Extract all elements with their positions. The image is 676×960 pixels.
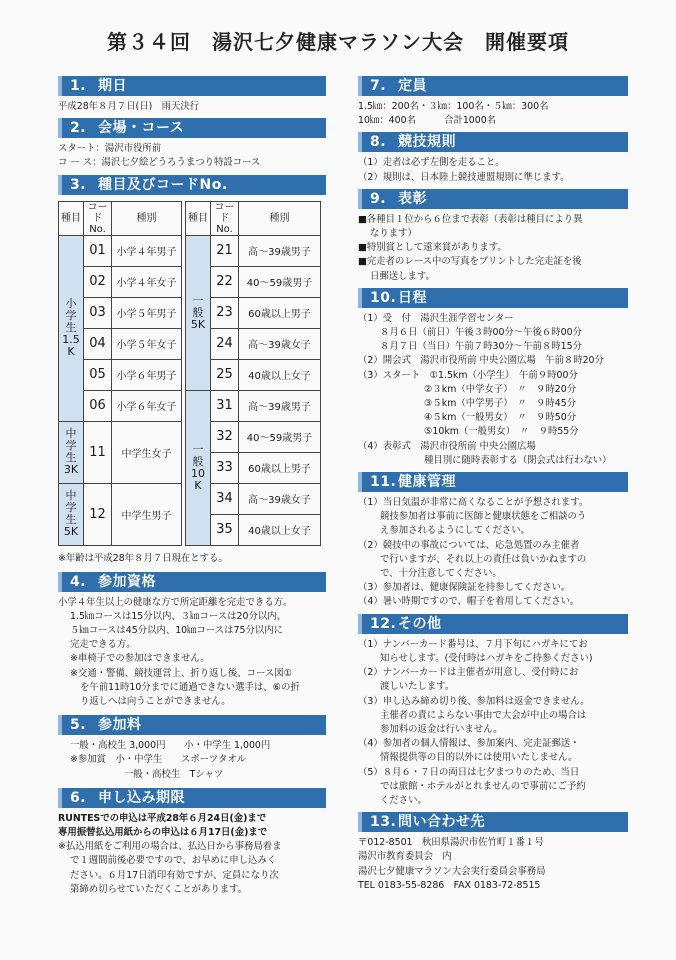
text-line: 〒012-8501 秋田県湯沢市佐竹町１番１号 [358,837,544,849]
text-line: （5）８月６・７日の両日は七夕まつりのため、当日 [358,766,580,778]
code-cell: 33 [211,452,239,483]
text-line: 平成28年８月７日(日) 雨天決行 [58,101,200,112]
text-line: ５㎞コースは45分以内、10㎞コースは75分以内に [70,625,283,637]
section-other [358,614,628,808]
text-line: （1）受 付 湯沢生涯学習センター [358,312,514,324]
col-header-code: コード No. [211,201,239,235]
code-cell: 04 [84,328,112,359]
kind-cell: 40～59歳男子 [239,266,321,297]
text-line: ■完走者のレース中の写真をプリントした完走証を後 [358,256,582,268]
text-line: 日郵送します。 [370,270,435,282]
text-line: で１週間前後必要ですので、お早めに申し込みく [70,855,277,867]
section-label: その他 [398,615,442,632]
kind-cell: 40歳以上女子 [239,359,321,390]
section-header [358,614,628,634]
code-cell: 06 [84,390,112,421]
kind-cell: 小学６年男子 [112,359,182,390]
section-label: 種目及びコードNo. [98,176,228,193]
text-line: 渡しいたします。 [380,681,455,693]
section-events [58,175,326,564]
text-line: 競技参加者は事前に医師と健康状態をご相談のう [380,511,587,523]
text-line: （4）表彰式 湯沢市役所前 中央公園広場 [358,440,536,452]
section-header [358,288,628,308]
text-line: コ ー ス：湯沢七夕絵どうろうまつり特設コース [58,157,261,169]
age-note: ※年齢は平成28年８月７日現在とする。 [58,552,228,564]
section-number: 4. [70,573,87,590]
section-health [358,472,628,610]
section-rules [358,132,628,184]
section-number: 13. [370,814,397,831]
kind-cell: 中学生男子 [112,483,182,545]
text-line: 1.5㎞：200名・３㎞：100名・５㎞：300名 [358,101,549,112]
kind-cell: 40歳以上女子 [239,514,321,545]
section-header [58,118,326,138]
kind-cell: 60歳以上男子 [239,297,321,328]
text-line: ③５km（中学男子） 〃 ９時45分 [424,398,577,410]
text-line: 種目別に随時表彰する（閉会式は行わない） [424,454,612,466]
section-awards [358,189,628,284]
text-line: え参加されるようにしてください。 [380,525,531,537]
section-header [58,788,326,808]
code-cell: 23 [211,297,239,328]
text-line: 一般・高校生 3,000円 小・中学生 1,000円 [70,740,271,752]
code-cell: 03 [84,297,112,328]
section-header [358,189,628,209]
kind-cell: 高～39歳男子 [239,235,321,266]
kind-cell: 小学４年男子 [112,235,182,266]
section-label: 会場・コース [98,120,185,137]
code-cell: 22 [211,266,239,297]
text-line: （3）申し込み締め切り後、参加料は返金できません。 [358,695,590,707]
section-header [358,132,628,152]
col-header-code: コード No. [84,201,112,235]
kind-cell: 60歳以上男子 [239,452,321,483]
section-label: 定員 [398,78,427,94]
text-line: （2）規則は、日本陸上競技連盟規則に準じます。 [358,171,570,183]
section-number: 2. [70,120,87,137]
col-header-group: 種目 [59,201,84,235]
text-line: （3）スタート ①1.5km（小学生） 午前９時00分 [358,369,578,381]
text-line: ※参加賞 小・中学生 スポーツタオル [70,754,247,766]
code-cell: 25 [211,359,239,390]
code-cell: 12 [84,483,112,545]
text-line: ※交通・警備、競技運営上、折り返し後、コース図① [70,667,293,679]
code-cell: 02 [84,266,112,297]
right-column [358,76,628,897]
left-column [58,76,326,901]
section-number: 12. [370,615,397,632]
text-line: ■特別賞として遠来賞があります。 [358,242,507,254]
kind-cell: 小学５年男子 [112,297,182,328]
kind-cell: 小学４年女子 [112,266,182,297]
text-line: で、十分注意してください。 [380,568,502,580]
text-line: ８月７日（当日）午前７時30分～午前８時15分 [380,341,582,353]
section-header [58,76,326,96]
kind-cell: 中学生女子 [112,421,182,483]
section-header [58,572,326,592]
code-cell: 32 [211,421,239,452]
group-general-10k: 一般 10K [186,390,211,545]
text-line: ください。 [380,794,427,806]
text-line: 知らせします。(受付時はハガキをご持参ください) [380,652,593,664]
code-cell: 11 [84,421,112,483]
section-header [358,472,628,492]
text-line: （1）ナンバーカード番号は、７月下旬にハガキにてお [358,638,588,650]
text-line: 完走できる方。 [70,639,136,651]
section-header [58,175,326,195]
text-line: なります） [370,228,417,240]
section-header [358,76,628,96]
section-label: 問い合わせ先 [398,814,485,831]
section-label: 表彰 [398,190,427,207]
section-number: 8. [370,134,387,151]
text-line: （4）暑い時期ですので、帽子を着用してください。 [358,596,580,608]
col-header-kind: 種別 [112,201,182,235]
text-line: （2）ナンバーカードは主催者が用意し、受付時にお [358,667,579,679]
section-deadline [58,788,326,897]
code-cell: 34 [211,483,239,514]
table-row [59,235,321,266]
section-header [358,812,628,832]
text-line: （2）競技中の事故については、応急処置のみ主催者 [358,539,580,551]
section-number: 6. [70,789,87,806]
text-line: ②３km（中学女子） 〃 ９時20分 [424,383,577,395]
text-line: 専用振替払込用紙からの申込は６月17日(金)まで [58,827,268,839]
section-number: 5. [70,717,87,734]
section-venue [58,118,326,170]
code-cell: 21 [211,235,239,266]
text-line: を午前11時10分までに通過できない選手は、⑥の折 [80,681,300,693]
text-line: RUNTESでの申込は平成28年６月24日(金)まで [58,812,267,824]
group-junior-3k: 中学生 3K [59,421,84,483]
code-cell: 31 [211,390,239,421]
text-line: ８月６日（前日）午後３時00分～午後６時00分 [380,327,582,339]
col-header-kind: 種別 [239,201,321,235]
text-line: 湯沢七夕健康マラソン大会実行委員会事務局 [358,865,546,877]
text-line: 参加料の返金は行いません。 [380,723,503,735]
code-cell: 05 [84,359,112,390]
code-cell: 01 [84,235,112,266]
section-label: 日程 [398,289,427,306]
text-line: 1.5㎞コースは15分以内、３㎞コースは20分以内、 [70,610,286,622]
group-junior-5k: 中学生 5K [59,483,84,545]
text-line: スタート：湯沢市役所前 [58,143,162,155]
code-cell: 24 [211,328,239,359]
text-line: （3）参加者は、健康保険証を持参してください。 [358,582,571,594]
group-general-5k: 一般 5K [186,235,211,390]
group-elementary: 小学生 1.5K [59,235,84,421]
text-line: で行いますが、それ以上の責任は負いかねますの [380,553,587,565]
section-schedule [358,288,628,468]
section-date [58,76,326,114]
kind-cell: 小学６年女子 [112,390,182,421]
text-line: （4）参加者の個人情報は、参加案内、完走証郵送・ [358,738,580,750]
section-contact [358,812,628,893]
text-line: ださい。６月17日消印有効ですが、定員になり次 [70,869,279,881]
section-label: 競技規則 [398,134,456,151]
text-line: 一般・高校生 Tシャツ [124,768,224,780]
text-line: 主催者の責によらない事由で大会が中止の場合は [380,709,587,721]
text-line: ※払込用紙をご利用の場合は、払込日から事務局着ま [58,841,282,853]
section-number: 11. [370,474,397,491]
table-row [59,390,321,421]
text-line: 情報提供等の目的以外には使用いたしません。 [380,752,578,764]
text-line: ④５km（一般男女） 〃 ９時50分 [424,412,577,424]
text-line: （1）当日気温が非常に高くなることが予想されます。 [358,497,589,509]
kind-cell: 高～39歳女子 [239,328,321,359]
section-fee [58,715,326,782]
kind-cell: 小学５年女子 [112,328,182,359]
section-eligibility [58,572,326,710]
section-capacity [358,76,628,128]
section-label: 参加料 [98,717,142,734]
section-label: 期日 [98,78,127,94]
text-line: 第締め切らせていただくことがあります。 [70,883,248,895]
text-line: ※車椅子での参加はできません。 [70,653,210,665]
text-line: 湯沢市教育委員会 内 [358,851,452,863]
text-line: ⑤10km（一般男女） 〃 ９時55分 [424,426,579,438]
section-label: 健康管理 [398,474,456,491]
event-code-table [58,201,321,546]
section-label: 参加資格 [98,573,156,590]
text-line: 小学４年生以上の健康な方で所定距離を完走できる方。 [58,596,293,608]
text-line: り返しへは向うことができません。 [80,696,231,708]
section-label: 申し込み期限 [98,789,185,806]
text-line: では旅館・ホテルがとれませんので事前にご予約 [380,780,586,792]
section-number: 3. [70,176,87,193]
text-line: （1）走者は必ず左側を走ること。 [358,157,505,169]
kind-cell: 高～39歳女子 [239,483,321,514]
section-number: 9. [370,190,387,207]
col-header-group: 種目 [186,201,211,235]
code-cell: 35 [211,514,239,545]
text-line: （2）開会式 湯沢市役所前 中央公園広場 午前８時20分 [358,355,604,367]
section-number: 10. [370,289,397,306]
kind-cell: 高～39歳男子 [239,390,321,421]
section-header [58,715,326,735]
section-number: 1. [70,78,87,94]
text-line: ■各種目１位から６位まで表彰（表彰は種目により異 [358,213,583,225]
page-title: 第３４回 湯沢七夕健康マラソン大会 開催要項 [107,30,569,54]
text-line: 10㎞：400名 合計1000名 [358,115,497,127]
kind-cell: 40～59歳男子 [239,421,321,452]
text-line: TEL 0183-55-8286 FAX 0183-72-8515 [358,879,541,891]
section-number: 7. [370,78,387,94]
